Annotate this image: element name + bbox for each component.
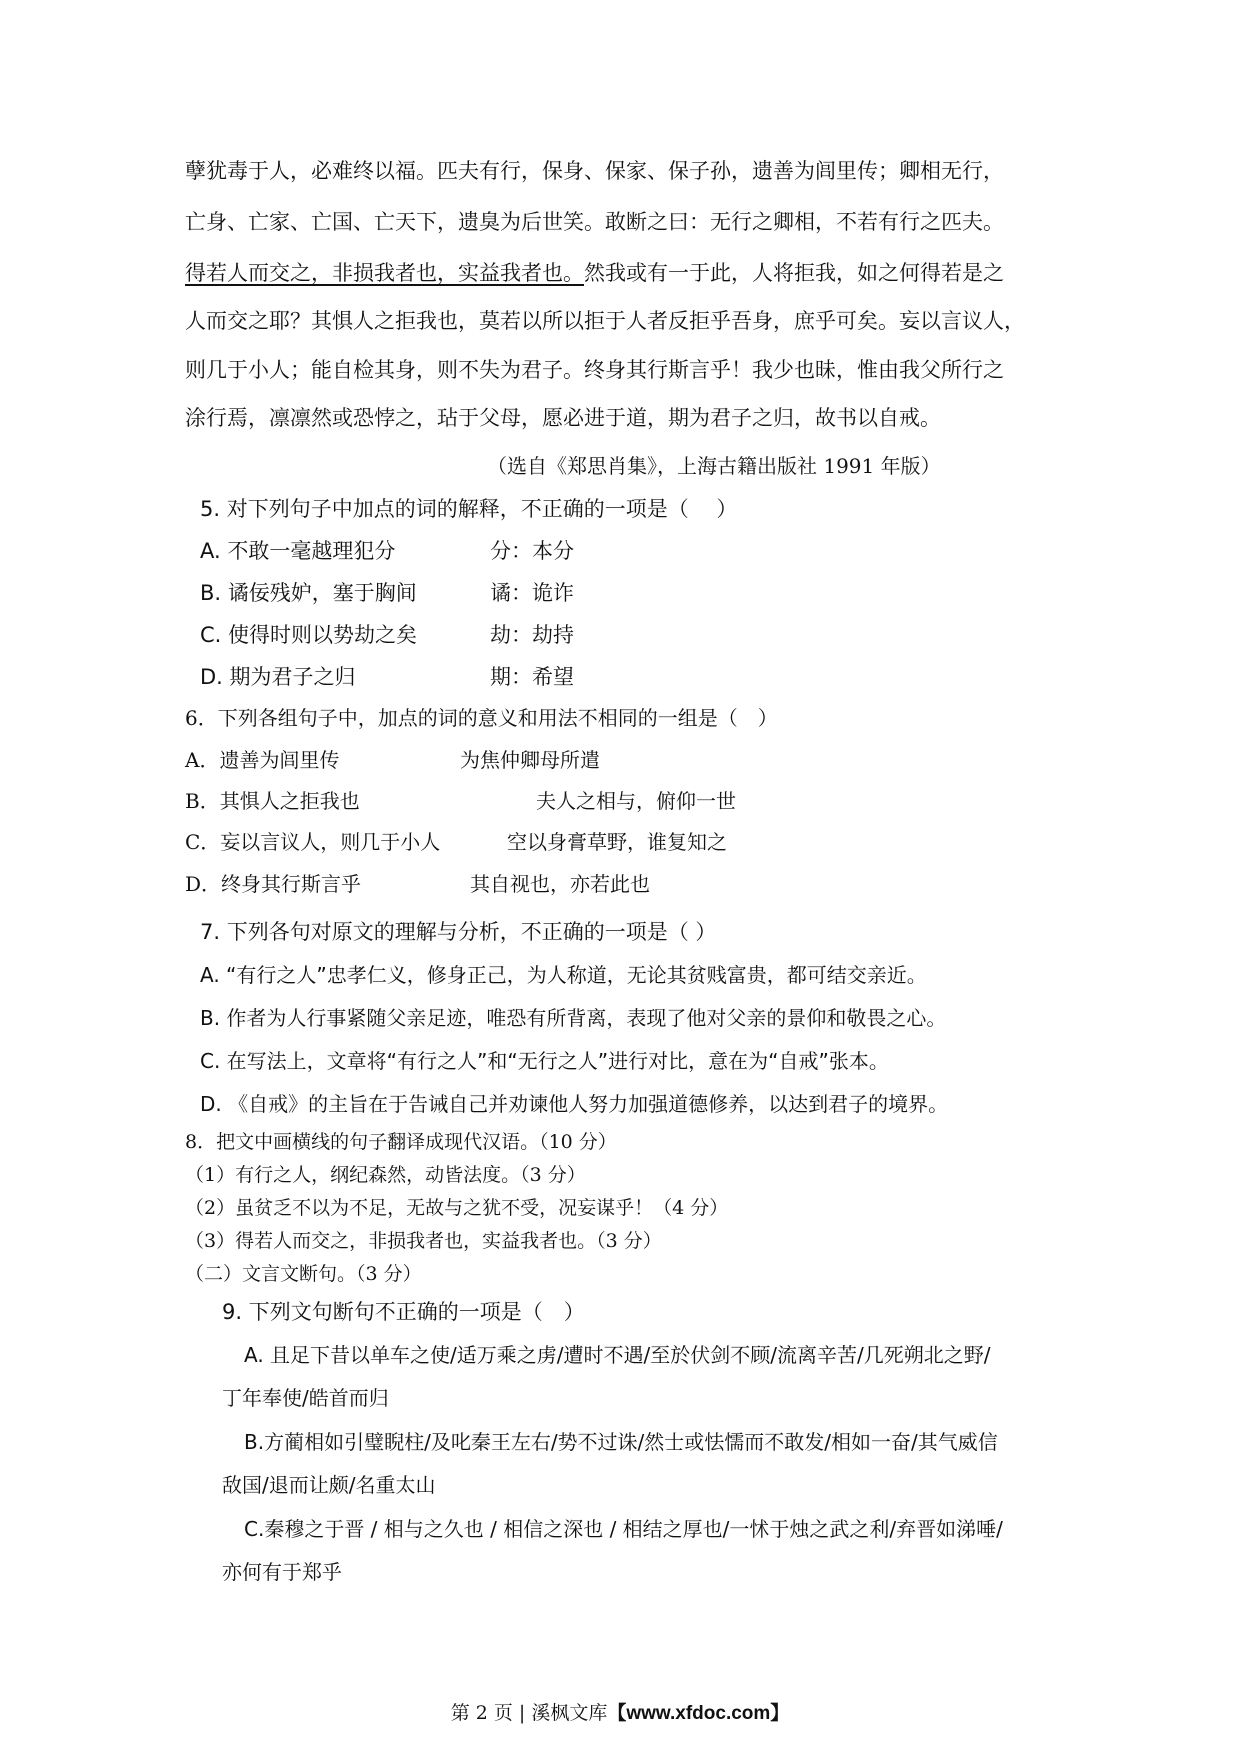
q7-stem: 7. 下列各句对原文的理解与分析，不正确的一项是（ ） [200,920,717,944]
q5-stem: 5. 对下列句子中加点的词的解释，不正确的一项是（ ） [200,497,738,521]
q9-option-a-line-2: 丁年奉使/皓首而归 [222,1386,389,1410]
q9-stem: 9. 下列文句断句不正确的一项是（ ） [222,1300,585,1324]
q6-option-d: D．终身其行斯言乎 [185,872,362,896]
q7-option-b: B. 作者为人行事紧随父亲足迹，唯恐有所背离，表现了他对父亲的景仰和敬畏之心。 [200,1006,947,1030]
footer-site: 【www.xfdoc.com】 [607,1703,790,1724]
q6-option-b-pair: 夫人之相与，俯仰一世 [536,789,736,813]
passage-line-3 [185,258,1004,288]
passage-line-1: 孽犹毒于人，必难终以福。匹夫有行，保身、保家、保子孙，遗善为闾里传；卿相无行， [185,159,1004,183]
q6-option-a-pair: 为焦仲卿母所遣 [460,748,600,772]
q6-option-c: C．妄以言议人，则几于小人 [185,830,441,854]
underlined-sentence: 得若人而交之，非损我者也，实益我者也。 [185,261,584,285]
passage-source: （选自《郑思肖集》，上海古籍出版社 1991 年版） [487,454,941,478]
q8-item-3: （3）得若人而交之，非损我者也，实益我者也。（3 分） [185,1230,662,1252]
q8-stem: 8．把文中画横线的句子翻译成现代汉语。（10 分） [185,1131,617,1153]
passage-line-5: 则几于小人；能自检其身，则不失为君子。终身其行斯言乎！我少也昧，惟由我父所行之 [185,358,1004,382]
passage-line-4: 人而交之耶？其惧人之拒我也，莫若以所以拒于人者反拒乎吾身，庶乎可矣。妄以言议人， [185,309,1025,333]
passage-line-2: 亡身、亡家、亡国、亡天下，遗臭为后世笑。敢断之曰：无行之卿相，不若有行之匹夫。 [185,210,1004,234]
q8-item-1: （1）有行之人，纲纪森然，动皆法度。（3 分） [185,1164,586,1186]
q6-option-d-pair: 其自视也，亦若此也 [470,872,650,896]
q6-option-c-pair: 空以身膏草野，谁复知之 [507,830,727,854]
section-2-heading: （二）文言文断句。（3 分） [185,1263,422,1285]
q5-option-c: C. 使得时则以势劫之矣 [200,623,418,647]
q9-option-a-line-1: A. 且足下昔以单车之使/适万乘之虏/遭时不遇/至於伏剑不顾/流离辛苦/几死朔北之野/ [244,1343,991,1367]
q7-option-a: A. “有行之人”忠孝仁义，修身正己，为人称道，无论其贫贱富贵，都可结交亲近。 [200,963,927,987]
q6-option-b: B．其惧人之拒我也 [185,789,360,813]
q5-gloss-d: 期：希望 [490,665,574,689]
q7-option-d: D. 《自戒》的主旨在于告诫自己并劝谏他人努力加强道德修养，以达到君子的境界。 [200,1092,949,1116]
passage-line-3-rest: 然我或有一于此，人将拒我，如之何得若是之 [584,261,1004,285]
q5-gloss-c: 劫：劫持 [490,623,574,647]
q5-option-a: A. 不敢一毫越理犯分 [200,539,396,563]
q9-option-b-line-1: B.方蔺相如引璧睨柱/及叱秦王左右/势不过诛/然士或怯懦而不敢发/相如一奋/其气威信 [244,1430,998,1454]
q6-option-a: A．遗善为闾里传 [185,748,340,772]
q9-option-c-line-2: 亦何有于郑乎 [222,1560,342,1584]
q8-item-2: （2）虽贫乏不以为不足，无故与之犹不受，况妄谋乎！（4 分） [185,1197,729,1219]
footer-page-label: 第 2 页 | 溪枫文库 [450,1702,608,1724]
q5-gloss-b: 谲：诡诈 [490,581,574,605]
q7-option-c: C. 在写法上，文章将“有行之人”和“无行之人”进行对比，意在为“自戒”张本。 [200,1049,889,1073]
q9-option-b-line-2: 敌国/退而让颇/名重太山 [222,1473,436,1497]
q5-option-d: D. 期为君子之归 [200,665,356,689]
passage-line-6: 涂行焉，凛凛然或恐悖之，玷于父母，愿必进于道，期为君子之归，故书以自戒。 [185,406,941,430]
page-footer [0,1698,1240,1725]
q5-gloss-a: 分：本分 [490,539,574,563]
q9-option-c-line-1: C.秦穆之于晋 / 相与之久也 / 相信之深也 / 相结之厚也/一怵于烛之武之利/弃晋如涕唾/ [244,1517,1003,1541]
q5-option-b: B. 谲佞残妒，塞于胸间 [200,581,417,605]
q6-stem: 6．下列各组句子中，加点的词的意义和用法不相同的一组是（ ） [185,706,778,730]
